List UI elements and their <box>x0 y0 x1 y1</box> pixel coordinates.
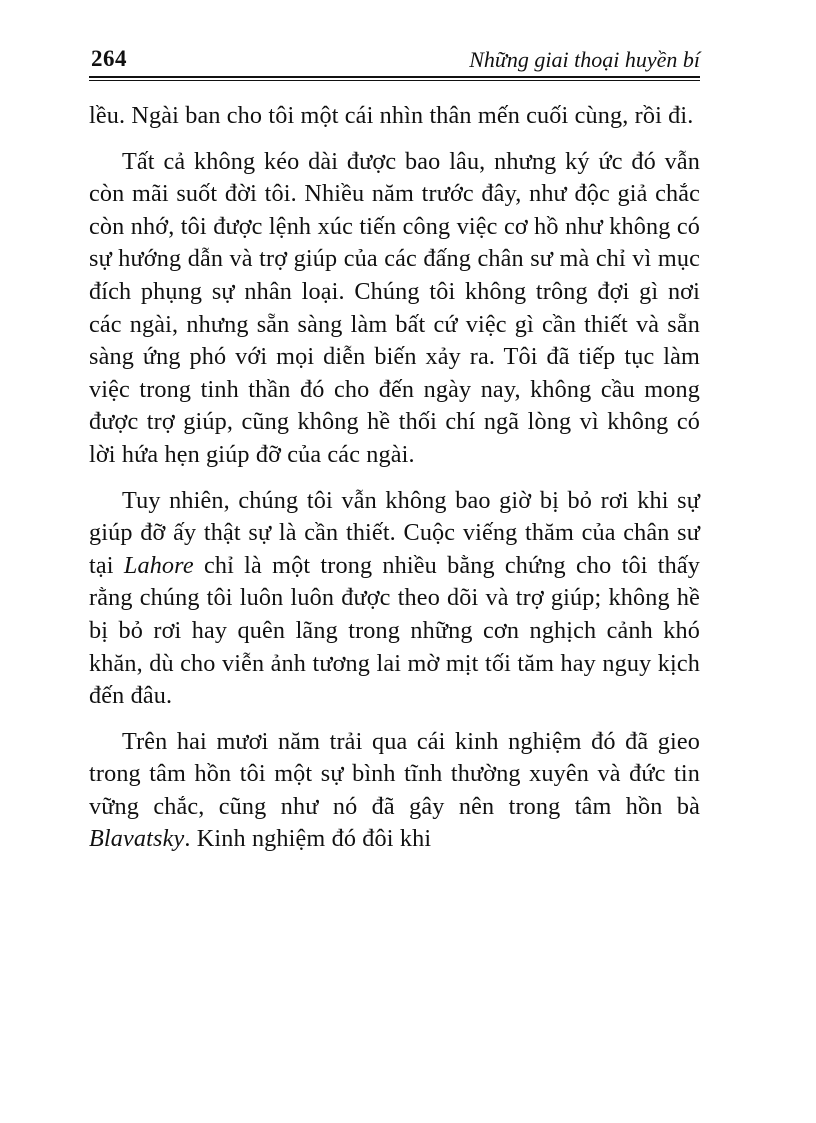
page-number: 264 <box>91 46 127 71</box>
paragraph-3 <box>89 485 700 713</box>
paragraph-3-text-a: Tuy nhiên, chúng tôi vẫn không bao giờ bị bỏ rơi khi sự giúp đỡ ấy thật sự là cần thiết. Cuộc viếng thăm của chân sư tại <box>89 486 700 579</box>
header-rule-thick <box>89 76 700 78</box>
paragraph-2 <box>89 146 700 472</box>
body-text <box>89 100 700 856</box>
paragraph-3-text-b: chỉ là một trong nhiều bằng chứng cho tôi thấy rằng chúng tôi luôn luôn được theo dõi và trợ giúp; không hề bị bỏ rơi hay quên lãng trong những cơn nghịch cảnh khó khăn, dù cho viễn ảnh tương lai mờ mịt tối tăm hay nguy kịch đến đâu. <box>89 551 701 710</box>
paragraph-1-text: lều. Ngài ban cho tôi một cái nhìn thân mến cuối cùng, rồi đi. <box>89 102 694 129</box>
place-name-lahore: Lahore <box>123 551 194 579</box>
paragraph-2-text: Tất cả không kéo dài được bao lâu, nhưng ký ức đó vẫn còn mãi suốt đời tôi. Nhiều năm trước đây, như độc giả chắc còn nhớ, tôi được lệnh xúc tiến công việc cơ hồ như không có sự hướng dẫn và trợ giúp của các đấng chân sư mà chỉ vì mục đích phụng sự nhân loại. Chúng tôi không trông đợi gì nơi các ngài, nhưng sẵn sàng làm bất cứ việc gì cần thiết và sẵn sàng ứng phó với mọi diễn biến xảy ra. Tôi đã tiếp tục làm việc trong tinh thần đó cho đến ngày nay, không cầu mong được trợ giúp, cũng không hề thối chí ngã lòng vì không có lời hứa hẹn giúp đỡ của các ngài. <box>89 147 700 468</box>
header-rule-thin <box>89 80 700 81</box>
person-name-blavatsky: Blavatsky <box>89 825 185 853</box>
paragraph-4-text-b: . Kinh nghiệm đó đôi khi <box>184 825 432 853</box>
running-title: Những giai thoại huyền bí <box>469 47 700 72</box>
page-header <box>89 42 700 76</box>
paragraph-4-text-a: Trên hai mươi năm trải qua cái kinh nghiệm đó đã gieo trong tâm hồn tôi một sự bình tĩnh thường xuyên và đức tin vững chắc, cũng như nó đã gây nên trong tâm hồn bà <box>89 727 700 820</box>
paragraph-4 <box>89 726 700 856</box>
paragraph-1 <box>89 100 700 133</box>
